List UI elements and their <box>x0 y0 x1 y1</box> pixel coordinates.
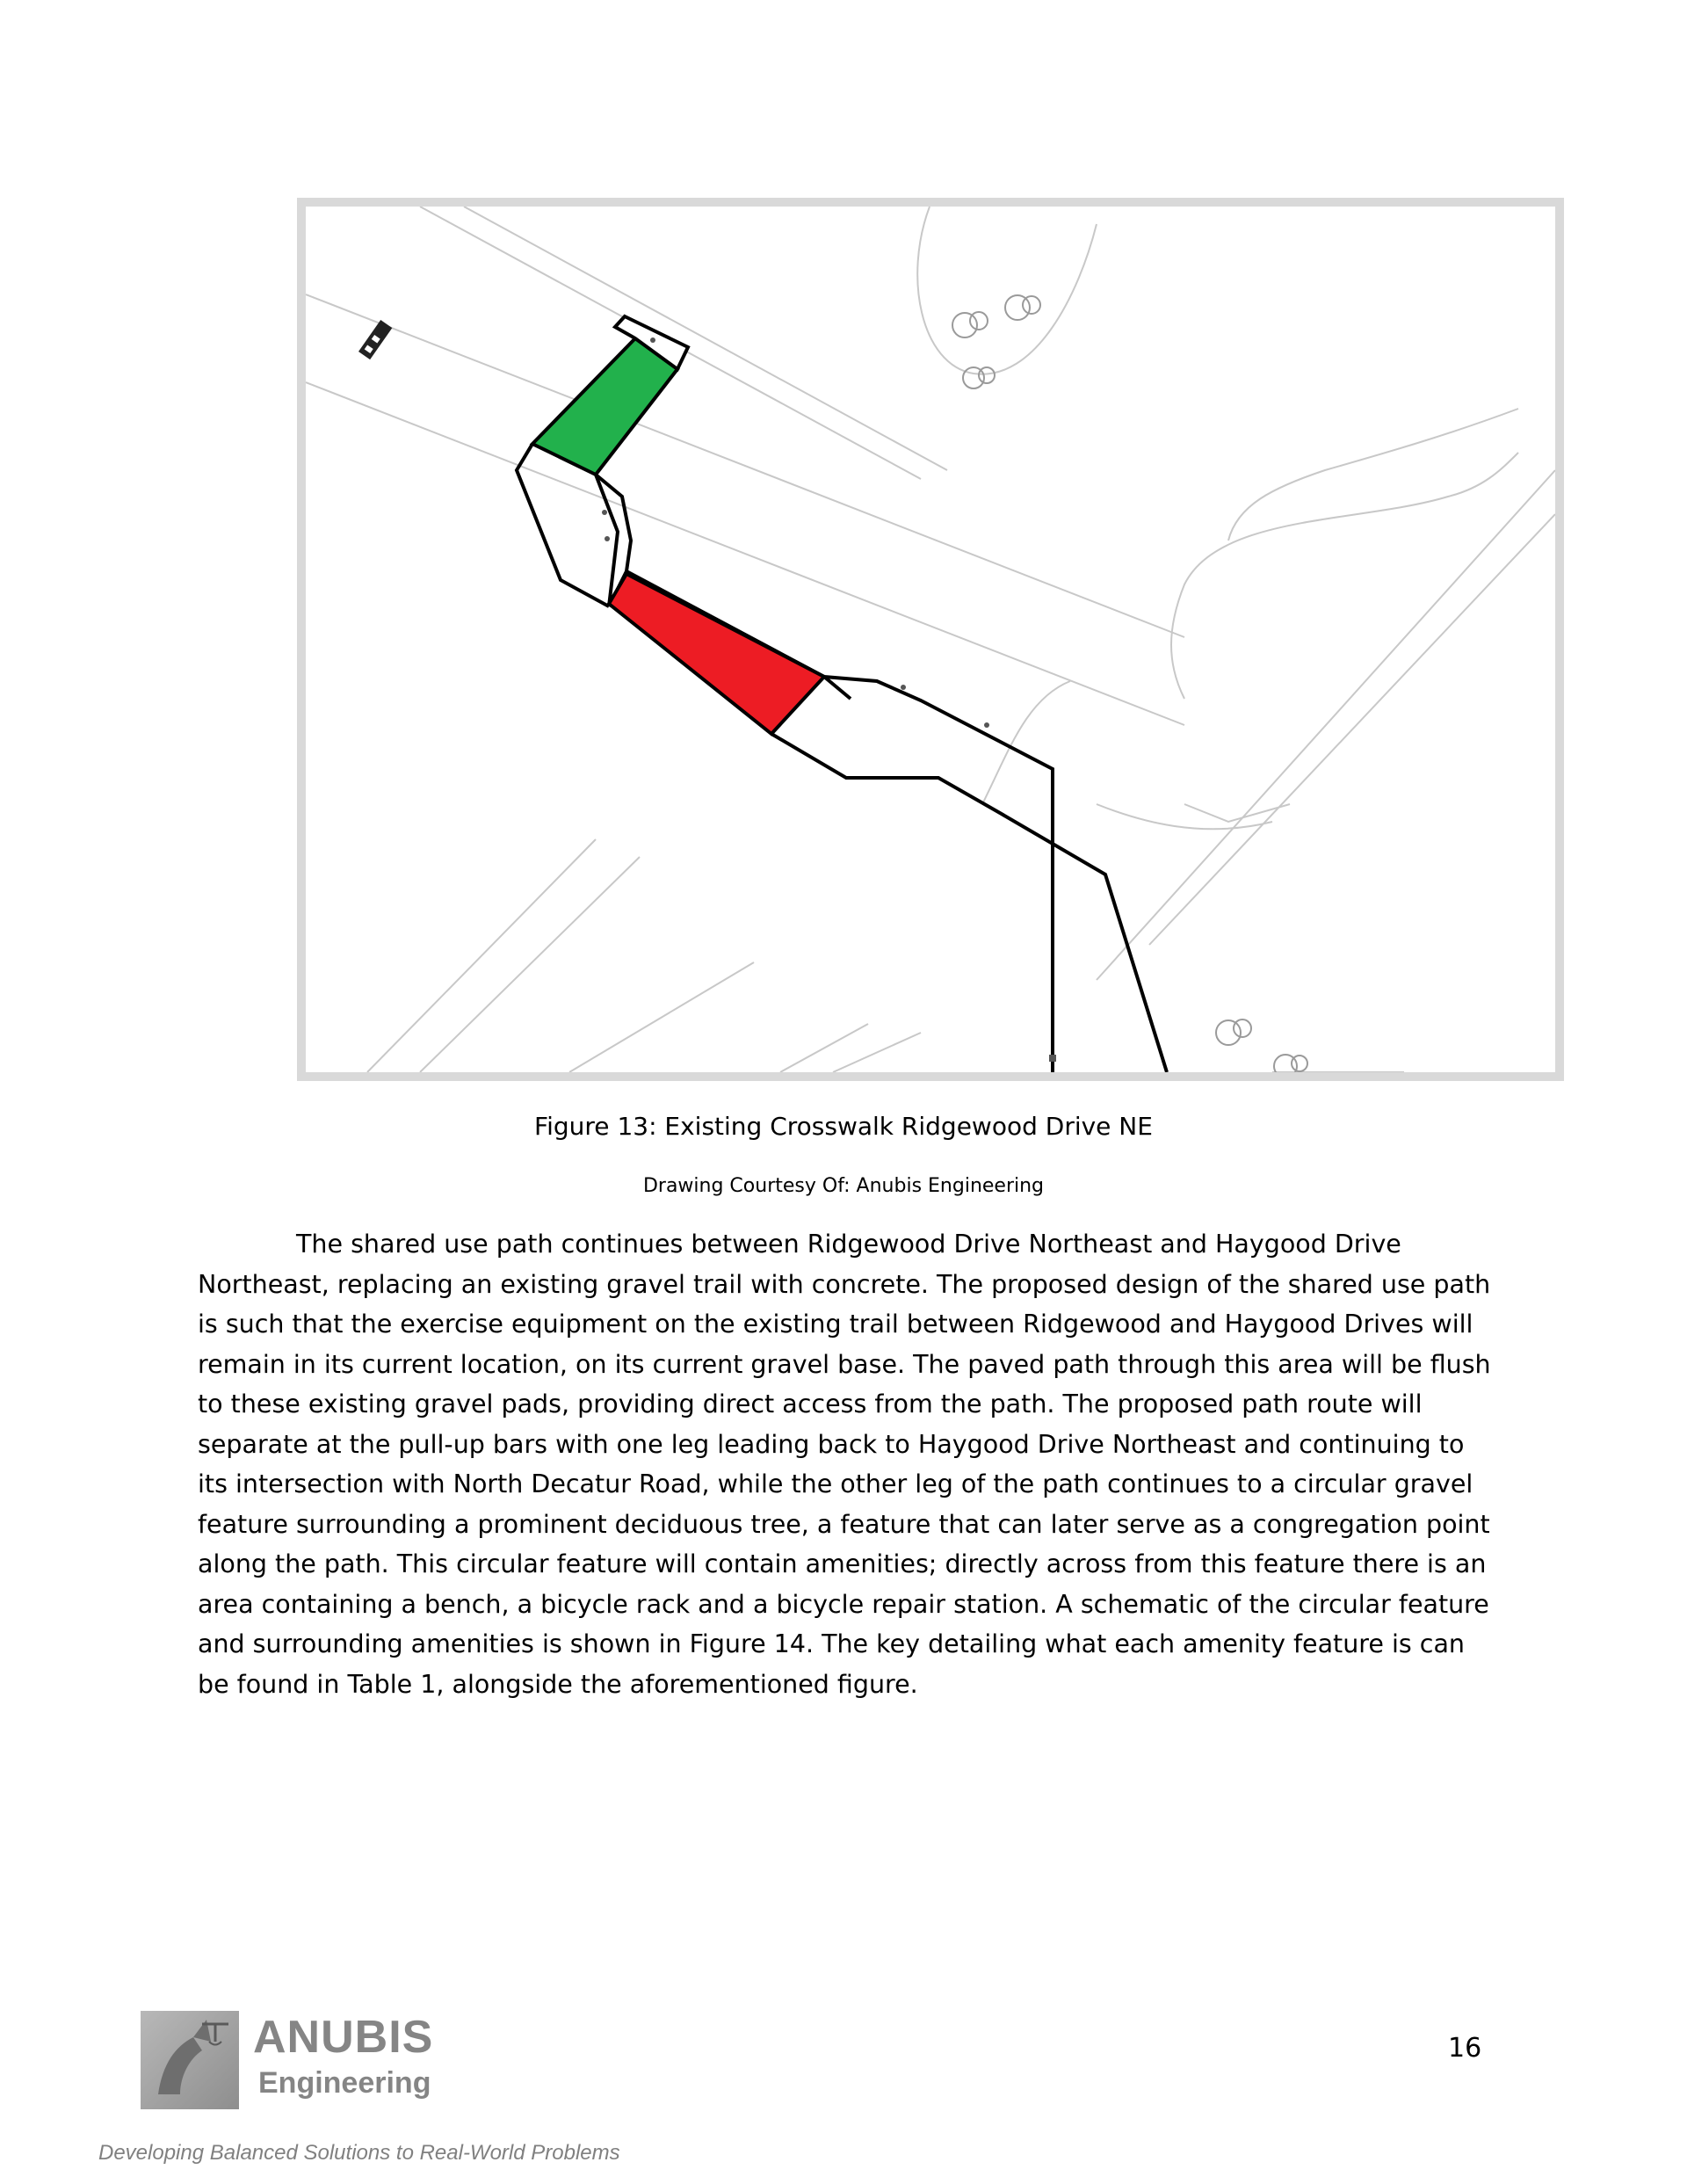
crosswalk-drawing <box>297 198 1564 1081</box>
logo-subtitle: Engineering <box>258 2066 431 2100</box>
logo-name: ANUBIS <box>253 2012 434 2063</box>
figure-credit: Drawing Courtesy Of: Anubis Engineering <box>642 1175 1045 1197</box>
footer-tagline: Developing Balanced Solutions to Real-World Problems <box>98 2141 620 2165</box>
site-plan-svg <box>306 207 1555 1072</box>
background-linework <box>306 207 1555 1072</box>
north-arrow-icon <box>358 320 392 359</box>
green-area <box>532 338 677 475</box>
figure-caption: Figure 13: Existing Crosswalk Ridgewood Drive NE <box>534 1112 1153 1141</box>
marker-dots <box>602 337 1056 1062</box>
anubis-logo-icon <box>141 2011 239 2109</box>
path-outlines <box>517 444 1167 1072</box>
body-paragraph: The shared use path continues between Ridgewood Drive Northeast and Haygood Drive Northeast, replacing an existing gravel trail with concrete. The proposed design of the shared use path is such that the exercise equipment on the existing trail between Ridgewood and Haygood Drives will remain in its current location, on its current gravel base. The paved path through this area will be flush to these existing gravel pads, providing direct access from the path. The proposed path route will separate at the pull-up bars with one leg leading back to Haygood Drive Northeast and continuing to its intersection with North Decatur Road, while the other leg of the path continues to a circular gravel feature surrounding a prominent deciduous tree, a feature that can later serve as a congregation point along the path. This circular feature will contain amenities; directly across from this feature there is an area containing a bench, a bicycle rack and a bicycle repair station. A schematic of the circular feature and surrounding amenities is shown in Figure 14. The key detailing what each amenity feature is can be found in Table 1, alongside the aforementioned figure. <box>198 1230 1491 1699</box>
page-number: 16 <box>1448 2033 1482 2064</box>
red-area <box>609 574 824 734</box>
